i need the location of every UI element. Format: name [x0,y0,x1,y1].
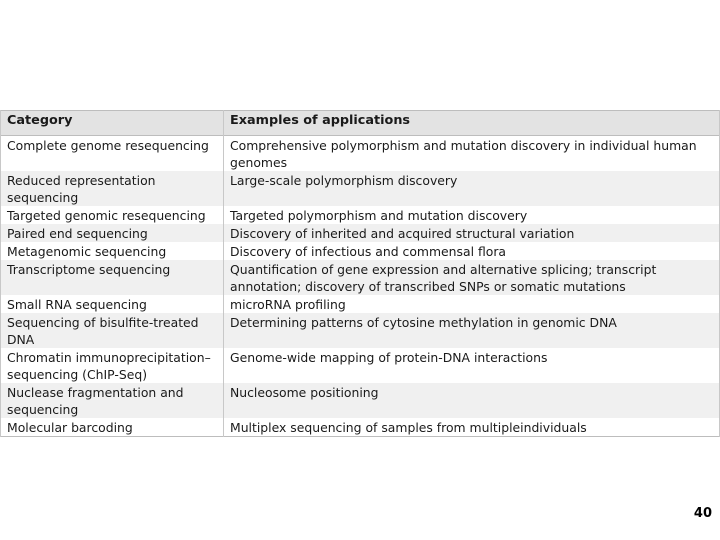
applications-table [0,110,720,437]
application-cell: microRNA profiling [224,295,720,313]
table-row [1,136,720,172]
header-category: Category [1,111,224,136]
category-cell: Targeted genomic resequencing [1,206,224,224]
application-cell: Determining patterns of cytosine methylation in genomic DNA [224,313,720,348]
category-cell: Reduced representation sequencing [1,171,224,206]
table-row [1,418,720,437]
table-row [1,348,720,383]
application-cell: Large-scale polymorphism discovery [224,171,720,206]
category-cell: Chromatin immunoprecipitation–sequencing (ChIP-Seq) [1,348,224,383]
table-row [1,260,720,295]
category-cell: Metagenomic sequencing [1,242,224,260]
category-cell: Small RNA sequencing [1,295,224,313]
application-cell: Multiplex sequencing of samples from multipleindividuals [224,418,720,437]
category-cell: Nuclease fragmentation and sequencing [1,383,224,418]
table-row [1,313,720,348]
application-cell: Comprehensive polymorphism and mutation discovery in individual human genomes [224,136,720,172]
category-cell: Complete genome resequencing [1,136,224,172]
category-cell: Sequencing of bisulfite-treated DNA [1,313,224,348]
table-row [1,295,720,313]
table-row [1,171,720,206]
header-applications: Examples of applications [224,111,720,136]
table-row [1,224,720,242]
application-cell: Genome-wide mapping of protein-DNA interactions [224,348,720,383]
table-row [1,242,720,260]
application-cell: Discovery of inherited and acquired structural variation [224,224,720,242]
category-cell: Paired end sequencing [1,224,224,242]
applications-table-container [0,110,720,437]
table-row [1,383,720,418]
application-cell: Targeted polymorphism and mutation discovery [224,206,720,224]
page-number: 40 [693,506,712,521]
category-cell: Molecular barcoding [1,418,224,437]
table-row [1,206,720,224]
application-cell: Discovery of infectious and commensal flora [224,242,720,260]
application-cell: Quantification of gene expression and alternative splicing; transcript annotation; discovery of transcribed SNPs or somatic mutations [224,260,720,295]
category-cell: Transcriptome sequencing [1,260,224,295]
table-header-row [1,111,720,136]
application-cell: Nucleosome positioning [224,383,720,418]
